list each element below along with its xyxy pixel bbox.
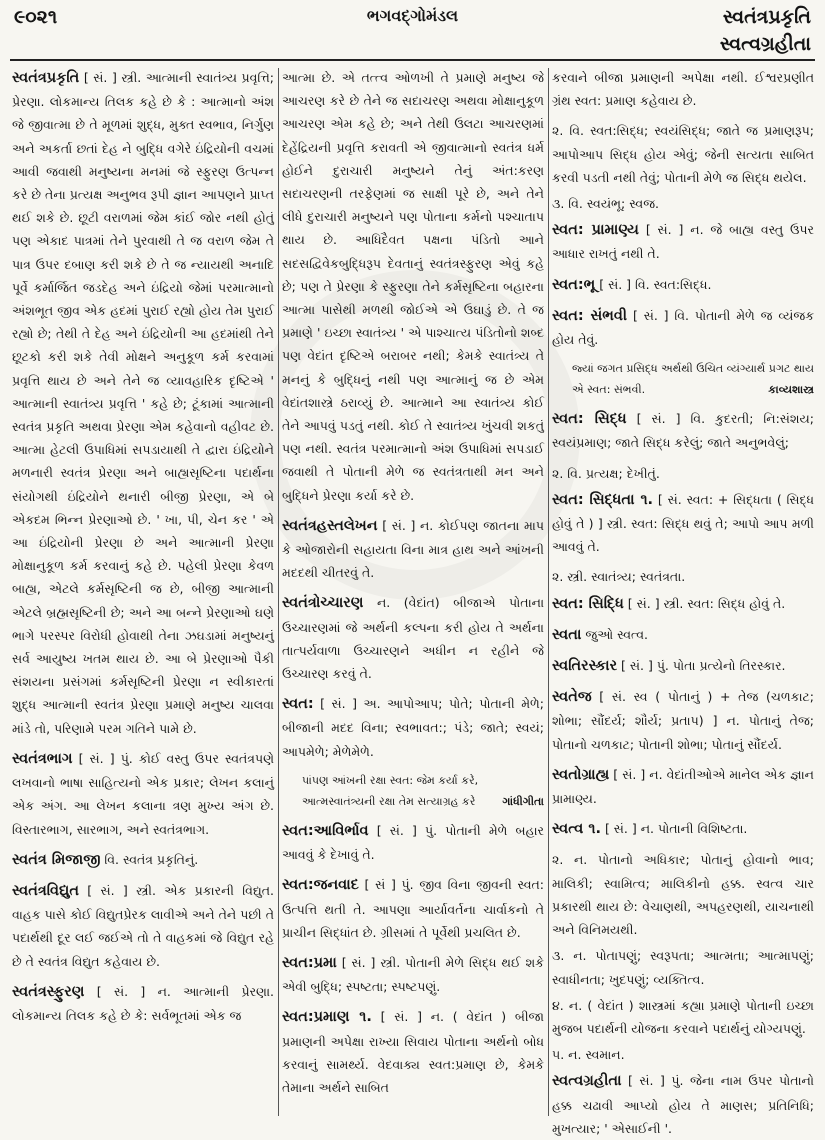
- grammar-label: [ સં. ] વિ.: [599, 276, 650, 292]
- running-title: ભગવદ્ગોમંડલ: [366, 6, 459, 25]
- grammar-label: [ સં. ] સ્ત્રી.: [627, 595, 684, 611]
- grammar-label: [ સં. સ્વ ( પોતાનું ) + તેજ (ચળકાટ; શોભા; સૌંદર્ય; શૌર્ય; પ્રતાપ) ] ન.: [552, 689, 814, 729]
- definition-text: સ્વત:સિદ્ધ.: [653, 276, 712, 292]
- definition-text: પોતાપણું; સ્વરૂપતા; આત્મતા; આત્માપણું; સ્વાધીનતા; ખુદપણું; વ્યક્તિત્વ.: [552, 948, 815, 987]
- grammar-label: [ સં. ] ન.: [645, 222, 704, 238]
- definition-text: વેદાંતીઓએ માનેલ એક જ્ઞાન પ્રામાણ્ય.: [552, 766, 814, 807]
- dictionary-columns: [12, 66, 815, 1136]
- grammar-label: [ સં. ] વિ.: [636, 411, 706, 427]
- definition-text: એક પ્રકારની વિદ્યુત. વાહક પાસે કોઈ વિદ્યુતપ્રેરક લાવીએ અને તેને પછી તે પદાર્થથી દૂર લઈ જઈએ તો તે વાહકમાં જે વિદ્યુત રહે છે તે સ્વતંત્ર વિદ્યુત કહેવાય છે.: [12, 882, 275, 969]
- quotation: [552, 358, 814, 400]
- dictionary-entry: [552, 66, 814, 112]
- header-rule: [10, 59, 815, 61]
- headword: સ્વત: સિદ્ધતા ૧.: [552, 491, 654, 508]
- dictionary-entry: [282, 591, 544, 685]
- grammar-label: ૨. વિ.: [552, 123, 585, 139]
- grammar-label: [ સં. ] પું.: [628, 1073, 684, 1089]
- dictionary-entry: [552, 218, 814, 265]
- sense-entry: [552, 192, 814, 215]
- definition-text: સ્વાતંત્ર્ય; સ્વતંત્રતા.: [591, 569, 686, 585]
- dictionary-entry: [12, 879, 274, 973]
- definition-text: આપોઆપ; પોતે; પોતાની મેળે; બીજાની મદદ વિના; સ્વભાવત:; પંડે; જાતે; સ્વયં; આપમેળે; મેળેમેળે.: [282, 696, 544, 759]
- headword: સ્વતંત્રહસ્તલેખન: [282, 517, 378, 534]
- headword: સ્વતિરસ્કાર: [552, 658, 618, 675]
- definition-text: આત્માની પ્રેરણા. લોકમાન્ય તિલક કહે છે કે: સર્વભૂતમાં એક જ: [12, 983, 274, 1023]
- dictionary-entry: [12, 848, 274, 872]
- dictionary-entry: [552, 654, 814, 678]
- headword: સ્વતંત્રસ્ફુરણ: [12, 983, 85, 1000]
- grammar-label: [ સં. ] ન. ( વેદાંત ): [380, 1009, 507, 1025]
- page-number: ૯૦૨૧: [14, 6, 58, 28]
- grammar-label: [ સં. ] ન.: [96, 983, 171, 999]
- definition-text: કોઈ વસ્તુ ઉપર સ્વતંત્રપણે લખવાનો ભાષા સાહિત્યનો એક પ્રકાર; લેખન કલાનું એક અંગ. આ લેખન કલાના ત્રણ મુખ્ય અંગ છે. વિસ્તારભાગ, સારભાગ, અને સ્વતંત્રભાગ.: [12, 750, 274, 837]
- sense-entry: [552, 462, 814, 485]
- headword: સ્વત:: [282, 696, 314, 713]
- dictionary-entry: [12, 747, 274, 841]
- definition-text: જુઓ સ્વત્વ.: [585, 626, 649, 642]
- guide-word-top: સ્વતંત્રપ્રકૃતિ: [722, 6, 811, 28]
- dictionary-entry: [552, 1069, 814, 1140]
- headword: સ્વત:પ્રમા: [282, 954, 337, 971]
- definition-text: સ્વત:સિદ્ધ; સ્વયંસિદ્ધ; જાતે જ પ્રમાણરૂપ; આપોઆપ સિદ્ધ હોય એવું; જેની સત્યતા સાબિત કરવી પડતી નથી તેવું; પોતાની મેળે જ સિદ્ધ થયેલ.: [552, 123, 814, 185]
- grammar-label: ૪. ન. ( વેદાંત ): [552, 997, 634, 1013]
- dictionary-entry: [552, 304, 814, 351]
- grammar-label: ૫. ન.: [552, 1047, 582, 1063]
- dictionary-entry: [552, 273, 814, 297]
- guide-word-bottom: સ્વત્વગ્રહીતા: [719, 33, 811, 55]
- sense-entry: [552, 565, 814, 588]
- quote-source: ગાંધીગીતા: [502, 794, 544, 808]
- dictionary-entry: [12, 66, 274, 740]
- headword: સ્વતા: [552, 626, 582, 643]
- definition-text: આત્મા છે. એ તત્ત્વ ઓળખી તે પ્રમાણે મનુષ્ય જે આચરણ કરે છે તેને જ સદાચરણ અથવા મોક્ષાનુકૂળ આચરણ એમ કહે છે; અને તેથી ઉલટા આચરણમાં દેહેંદ્રિયની પ્રવૃત્તિ કરાવતી એ જીવાત્માનો સ્વતંત્ર ધર્મ હોઈને દુરાચારી મનુષ્યને તેનું અંત:કરણ સદાચરણની તરફેણમાં જ સાક્ષી પૂરે છે, અને તેને લીધે દુરાચારી મનુષ્યને પણ પોતાના કર્મનો પશ્ચાતાપ થાય છે. આધિદૈવત પક્ષના પંડિતો આને સદસદ્વિવેકબુદ્ધિરૂપ દેવતાનું સ્વતંત્રસ્ફુરણ એવું કહે છે; પણ તે પ્રેરણા કે સ્ફુરણા તેને કર્મસૃષ્ટિના બહારના આત્મા પાસેથી મળથી જોઈએ એ ઉઘાડું છે. તે જ પ્રમાણે ' ઇચ્છા સ્વાતંત્ર્ય ' એ પાશ્ચાત્ય પંડિતોનો શબ્દ પણ વેદાંત દૃષ્ટિએ બરાબર નથી; કેમકે સ્વાતંત્ર્ય તે મનનું કે બુદ્ધિનું નથી પણ આત્માનું જ છે એમ વેદાંતશાસ્ત્રે ઠરાવ્યું છે. આત્માને આ સ્વાતંત્ર્ય કોઈ તેને આપવું પડતું નથી. કોઈ તે સ્વાતંત્ર્ય ખુંચવી શકતું પણ નથી. સ્વતંત્ર પરમાત્માનો અંશ ઉપાધિમાં સપડાઈ જવાથી તે પોતાની મેળે જ સ્વતંત્રતાથી મન અને બુદ્ધિને પ્રેરણા કર્યા કરે છે.: [282, 70, 544, 503]
- headword: સ્વતંત્રભાગ: [12, 750, 73, 767]
- grammar-label: [ સં. ] ન.: [382, 517, 434, 533]
- grammar-label: [ સં ] પું.: [364, 877, 414, 893]
- dictionary-entry: [552, 763, 814, 810]
- dictionary-entry: [282, 66, 544, 507]
- grammar-label: [ સં. ] ન.: [613, 766, 663, 782]
- grammar-label: ન. (વેદાંત): [376, 595, 440, 611]
- definition-text: શાસ્ત્રમાં કહ્યા પ્રમાણે પોતાની ઇચ્છા મુજબ પદાર્થની યોજના કરવાને પદાર્થનું યોગ્યપણું.: [552, 997, 814, 1036]
- dictionary-entry: [282, 692, 544, 763]
- headword: સ્વત: સિદ્ધિ: [552, 595, 624, 612]
- grammar-label: વિ.: [104, 851, 120, 867]
- definition-text: પોતાની વિશિષ્ટતા.: [658, 821, 748, 837]
- column-divider: [278, 68, 279, 1116]
- headword: સ્વત્વ ૧.: [552, 821, 601, 838]
- definition-text: સ્વયંભૂ; સ્વજ.: [586, 196, 660, 212]
- definition-text: જે બાહ્ય વસ્તુ ઉપર આધાર રાખતું નથી તે.: [552, 222, 814, 262]
- definition-text: કોઈપણ જાતના માપ કે ઓજારોની સહાયતા વિના માત્ર હાથ અને આંખની મદદથી ચીતરવું તે.: [282, 517, 544, 581]
- headword: સ્વત્વગ્રહીતા: [552, 1073, 622, 1090]
- definition-text: જેના નામ ઉપર પોતાનો હક્ક ચઢાવી આપ્યો હોય તે માણસ; પ્રતિનિધિ; મુખત્યાર; ' એસાઈની '.: [552, 1073, 814, 1136]
- definition-text: પોતાની મેળે જ વ્યંજક હોય તેવું.: [552, 307, 815, 348]
- column-2: [282, 66, 544, 1118]
- grammar-label: [ સં. ] પું.: [78, 750, 133, 766]
- sense-entry: [552, 994, 814, 1040]
- dictionary-entry: [282, 819, 544, 866]
- headword: સ્વતેજ: [552, 689, 592, 706]
- grammar-label: [ સં. ] સ્ત્રી.: [341, 954, 401, 970]
- headword: સ્વત:પ્રમાણ ૧.: [282, 1009, 372, 1026]
- grammar-label: ૨. સ્ત્રી.: [552, 569, 588, 585]
- definition-text: પોતા પ્રત્યેનો તિરસ્કાર.: [672, 658, 786, 674]
- grammar-label: [ સં. ] પું.: [621, 658, 669, 674]
- dictionary-entry: [552, 817, 814, 841]
- definition-text: કુદરતી; નિ:સંશય; સ્વયંપ્રમાણ; જાતે સિદ્ધ કરેલું; જાતે અનુભવેલું;: [552, 411, 814, 451]
- grammar-label: ૨. ન.: [552, 852, 588, 868]
- definition-text: બીજા પ્રમાણની અપેક્ષા રાખ્યા સિવાય પોતાના અર્થનો બોધ કરવાનું સામર્થ્ય. વેદવાક્ય સ્વત:પ્રમાણ છે, કેમકે તેમાના અર્થને સાબિત: [282, 1009, 544, 1095]
- dictionary-entry: [282, 1005, 544, 1099]
- definition-text: સ્વત: સિદ્ધ થવું તે; આપો આપ મળી આવવું તે.: [552, 516, 814, 555]
- grammar-label: ૨. વિ.: [552, 465, 582, 481]
- definition-text: પોતાની મેળે બહાર આવવું કે દેખાવું તે.: [282, 822, 544, 863]
- dictionary-entry: [552, 592, 814, 616]
- grammar-label: [ સં. ] અ.: [320, 696, 381, 712]
- quote-source: કાવ્યશાસ્ત્ર: [768, 383, 814, 397]
- definition-text: સ્વતંત્ર પ્રકૃતિનું.: [123, 851, 199, 867]
- definition-text: સ્વત: સિદ્ધ હોવું તે.: [687, 595, 786, 611]
- dictionary-entry: [552, 685, 814, 756]
- dictionary-entry: [282, 951, 544, 998]
- headword: સ્વત: સંભવી: [552, 307, 628, 324]
- grammar-label: [ સં. ] ન.: [604, 821, 655, 837]
- headword: સ્વત:ભૂ: [552, 276, 596, 293]
- dictionary-entry: [282, 514, 544, 585]
- definition-text: બીજાએ પોતાના ઉચ્ચારણમાં જે અર્થની કલ્પના કરી હોય તે અર્થના તાત્પર્યવાળા ઉચ્ચારણને અધીન ન રહીને જે ઉચ્ચારણ કરવું તે.: [282, 595, 545, 682]
- definition-text: સ્વમાન.: [585, 1047, 625, 1063]
- quote-text: જ્યાં જગત પ્રસિદ્ધ અર્થથી ઉચિત વ્યંગ્યાર્થ પ્રગટ થાય એ સ્વત: સંભવી.: [572, 362, 815, 397]
- sense-entry: [552, 1043, 814, 1066]
- sense-entry: [552, 848, 814, 941]
- dictionary-entry: [552, 488, 814, 559]
- dictionary-entry: [552, 623, 814, 647]
- quotation: [282, 770, 544, 812]
- headword: સ્વત: પ્રામાણ્ય: [552, 222, 639, 239]
- grammar-label: [ સં. ] પું.: [376, 822, 438, 838]
- dictionary-entry: [282, 873, 544, 944]
- sense-entry: [552, 944, 814, 990]
- dictionary-entry: [12, 980, 274, 1027]
- grammar-label: [ સં. ] સ્ત્રી.: [87, 882, 156, 898]
- sense-entry: [552, 119, 814, 189]
- column-3: [552, 66, 815, 1136]
- headword: સ્વતોગ્રાહ્ય: [552, 766, 610, 783]
- headword: સ્વતંત્ર મિજાજી: [12, 851, 101, 868]
- headword: સ્વત:જનવાદ: [282, 877, 359, 894]
- headword: સ્વતંત્રપ્રકૃતિ: [12, 70, 80, 86]
- column-1: [12, 66, 274, 1118]
- definition-text: જીવ વિના જીવની સ્વત: ઉત્પત્તિ થતી તે. આપણા આર્યાવર્તના ચાર્વાકનો તે પ્રાચીન સિદ્ધાંત છે. ગ્રીસમાં તે પૂર્વેથી પ્રચલિત છે.: [282, 877, 544, 940]
- definition-text: આત્માની સ્વાતંત્ર્ય પ્રવૃત્તિ; પ્રેરણા. લોકમાન્ય તિલક કહે છે કે : આત્માનો અંશ જે જીવાત્મા છે તે મૂળમાં શુદ્ધ, મુક્ત સ્વભાવ, નિર્ગુણ અને અકર્તા છતાં દેહ ને બુદ્ધિ વગેરે ઇંદ્રિયોની વચમાં આવી જવાથી મનુષ્યના મનમાં જે સ્ફુરણ ઉત્પન્ન કરે છે તેના પ્રત્યક્ષ અનુભવ રૂપી જ્ઞાન આપણને પ્રાપ્ત થઈ શકે છે. છૂટી વરાળમાં જેમ કાંઈ જોર નથી હોતું પણ એકાદ પાત્રમાં તેને પુરવાથી તે જ વરાળ જેમ તે પાત્ર ઉપર દબાણ કરી શકે છે તે જ ન્યાયથી અનાદિ પૂર્વે કર્માર્જિત જડદેહ અને ઇંદ્રિયો જેમાં પરમાત્માનો અંશભૂત જીવ એક હદમાં પુરાઈ રહ્યો હોય તેમ પુરાઈ રહ્યો છે; તેથી તે દેહ અને ઇંદ્રિયોની આ હદમાંથી તેને છૂટકો કરી શકે તેવી મોક્ષને અનુકૂળ કર્મ કરવામાં પ્રવૃત્તિ થાય છે અને તેને જ વ્યાવહારિક દૃષ્ટિએ ' આત્માની સ્વાતંત્ર્ય પ્રવૃત્તિ ' કહે છે; ટૂંકામાં આત્માની સ્વતંત્ર પ્રકૃતિ અથવા પ્રેરણા એમ કહેવાનો વહીવટ છે. આત્મા હેટલી ઉપાધિમાં સપડાયાથી તે દ્વારા ઇંદ્રિયોને મળનારી સ્વતંત્ર પ્રેરણા અને બાહ્યસૃષ્ટિના પદાર્થના સંયોગથી ઇંદ્રિયોને થનારી બીજી પ્રેરણા, એ બે એકદમ ભિન્ન પ્રેરણાઓ છે. ' ખા, પી, ચેન કર ' એ આ ઇંદ્રિયોની પ્રેરણા છે અને આત્માની પ્રેરણા મોક્ષાનુકૂળ કર્મ કરવાનું કહે છે. પહેલી પ્રેરણા કેવળ બાહ્ય, એટલે કર્મસૃષ્ટિની જ છે, બીજી આત્માની એટલે બ્રહ્મસૃષ્ટિની છે; અને આ બન્ને પ્રેરણાઓ ઘણે ભાગે પરસ્પર વિરોધી હોવાથી તેના ઝઘડામાં મનુષ્યનું સર્વ આયુષ્ય ખતમ થાય છે. આ બે પ્રેરણાઓ પૈકી સંશયના પ્રસંગમાં કર્મસૃષ્ટિની પ્રેરણા ન સ્વીકારતાં શુદ્ધ આત્માની સ્વતંત્ર પ્રેરણા પ્રમાણે મનુષ્ય ચાલવા માંડે તો, પરિણામે પરમ ગતિને પામે છે.: [12, 70, 274, 736]
- headword: સ્વતંત્રોચ્ચારણ: [282, 595, 364, 612]
- dictionary-entry: [552, 407, 814, 454]
- headword: સ્વત:આવિર્ભાવ: [282, 822, 369, 839]
- page-header: [0, 0, 825, 70]
- quote-text: પાંપણ આંખની રક્ષા સ્વત: જેમ કર્યા કરે, આત્મસ્વાતંત્ર્યની રક્ષા તેમ સત્યાગ્રહ કરે: [302, 773, 479, 808]
- grammar-label: [ સં. સ્વત: + સિદ્ધતા ( સિદ્ધ હોવું તે ) ] સ્ત્રી.: [552, 491, 814, 532]
- grammar-label: ૩. ન.: [552, 948, 587, 964]
- definition-text: પોતાની મેળે સિદ્ધ થઈ શકે એવી બુદ્ધિ; સ્પષ્ટતા; સ્પષ્ટપણું.: [282, 954, 544, 995]
- headword: સ્વતંત્રવિદ્યુત: [12, 882, 79, 899]
- definition-text: કરવાને બીજા પ્રમાણની અપેક્ષા નથી. ઈશ્વરપ્રણીત ગ્રંથ સ્વત: પ્રમાણ કહેવાય છે.: [552, 70, 814, 109]
- grammar-label: [ સં. ] સ્ત્રી.: [83, 70, 142, 85]
- definition-text: પોતાનો અધિકાર; પોતાનું હોવાનો ભાવ; માલિકી; સ્વામિત્વ; માલિકીનો હક્ક. સ્વત્વ ચાર પ્રકારથી થાય છે: વેચાણથી, અપહરણથી, યાચનાથી અને વિનિમયથી.: [552, 852, 814, 938]
- grammar-label: [ સં. ] વિ.: [632, 307, 689, 323]
- definition-text: પ્રત્યક્ષ; દેખીતું.: [585, 465, 660, 481]
- column-divider: [548, 68, 549, 1116]
- definition-text: પોતાનું તેજ; પોતાનો ચળકાટ; પોતાની શોભા; પોતાનું સૌંદર્ય.: [552, 713, 814, 752]
- grammar-label: ૩. વિ.: [552, 196, 583, 212]
- headword: સ્વત: સિદ્ધ: [552, 411, 627, 428]
